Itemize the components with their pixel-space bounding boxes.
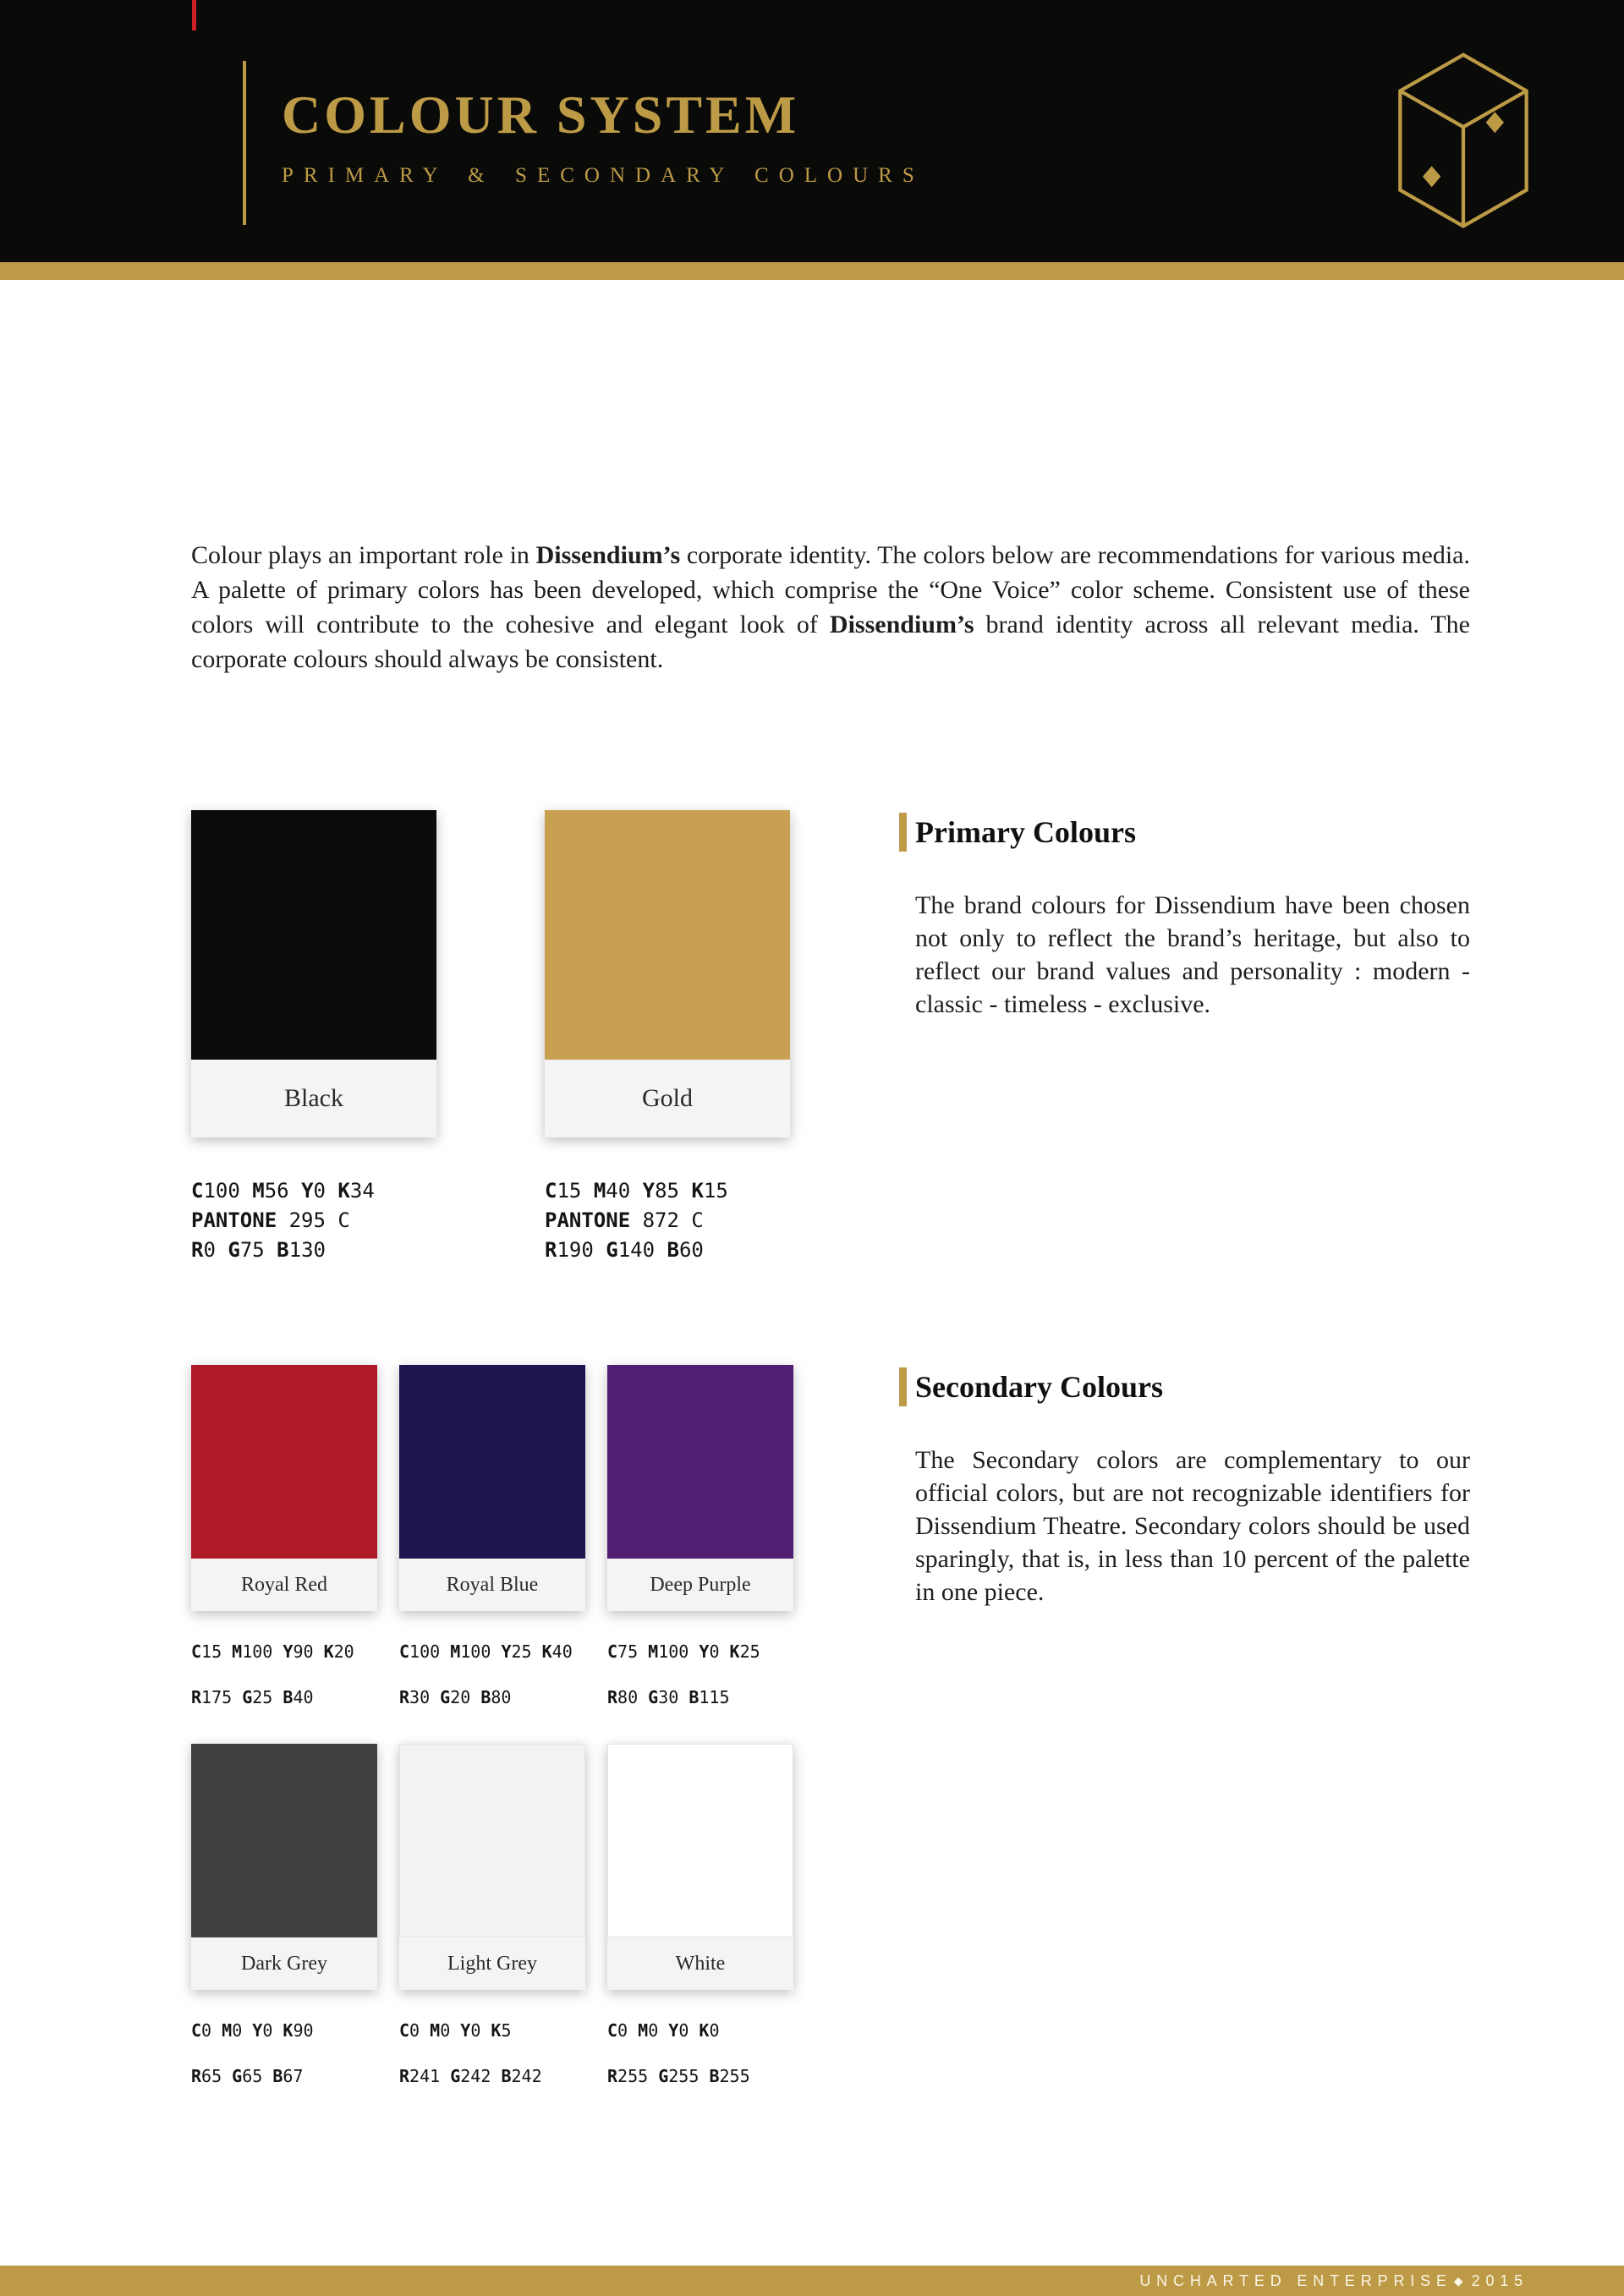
cmyk-line: C75 M100 Y0 K25 xyxy=(607,1641,760,1662)
swatch-gold xyxy=(545,810,790,1265)
primary-swatch-row xyxy=(191,810,790,1265)
footer-brand: UNCHARTED ENTERPRISE xyxy=(1139,2271,1452,2289)
swatch-color xyxy=(191,1744,377,1937)
cmyk-line: C15 M100 Y90 K20 xyxy=(191,1641,354,1662)
cmyk-line: C15 M40 Y85 K15 xyxy=(545,1179,728,1203)
swatch-color xyxy=(607,1365,793,1559)
secondary-colours-body: The Secondary colors are complementary to our official colors, but are not recognizable identifiers for Dissendium Theatre. Secondary colors should be used sparingly, that is, in less than 10 percent of the palette in one piece. xyxy=(915,1446,1470,1606)
swatch-values xyxy=(545,1176,790,1265)
swatch-values xyxy=(399,1641,585,1707)
swatch-royal-red xyxy=(191,1365,377,1707)
swatch-royal-blue xyxy=(399,1365,585,1707)
brand-name-bold: Dissendium’s xyxy=(535,541,681,569)
swatch-white xyxy=(607,1744,793,2086)
swatch-values xyxy=(191,1176,436,1265)
secondary-swatch-row-2 xyxy=(191,1744,793,2086)
page-title: COLOUR SYSTEM xyxy=(282,85,800,145)
cmyk-line: C100 M100 Y25 K40 xyxy=(399,1641,573,1662)
primary-colours-heading: Primary Colours xyxy=(899,813,1470,852)
swatch-name: Dark Grey xyxy=(191,1937,377,1990)
intro-text: corporate identity. The colors below are recommendations for various media. A palette of primary colors has been developed, which comprise the “One Voice” color scheme. Consistent use of these colors will contribute to the cohesive and elegant look of xyxy=(191,541,1470,638)
swatch-color xyxy=(545,810,790,1060)
brand-name-bold: Dissendium’s xyxy=(829,611,974,638)
swatch-color xyxy=(399,1365,585,1559)
cmyk-line: C0 M0 Y0 K90 xyxy=(191,2020,314,2041)
intro-text: Colour plays an important role in xyxy=(191,541,536,569)
secondary-swatch-row-1 xyxy=(191,1365,793,1707)
cmyk-line: C0 M0 Y0 K0 xyxy=(607,2020,720,2041)
swatch-color xyxy=(191,1365,377,1559)
swatch-light-grey xyxy=(399,1744,585,2086)
cmyk-line: C100 M56 Y0 K34 xyxy=(191,1179,375,1203)
title-block xyxy=(282,85,924,188)
swatch-name: Black xyxy=(191,1060,436,1137)
intro-text: brand identity across all relevant media. The corporate colours should always be consistent. xyxy=(191,611,1470,673)
swatch-name: Gold xyxy=(545,1060,790,1137)
rgb-line: R241 G242 B242 xyxy=(399,2066,542,2086)
swatch-values xyxy=(191,1641,377,1707)
rgb-line: R0 G75 B130 xyxy=(191,1238,326,1262)
gold-rule xyxy=(243,61,246,225)
footer-bar xyxy=(0,2266,1624,2296)
swatch-values xyxy=(399,2020,585,2086)
dissendium-logo-icon xyxy=(1396,49,1531,233)
header xyxy=(0,0,1624,262)
swatch-color xyxy=(607,1744,793,1937)
primary-colours-section xyxy=(899,813,1470,1021)
secondary-colours-section xyxy=(899,1367,1470,1608)
rgb-line: R255 G255 B255 xyxy=(607,2066,750,2086)
swatch-values xyxy=(191,2020,377,2086)
swatch-card xyxy=(545,810,790,1137)
swatch-card xyxy=(399,1365,585,1611)
pantone-line: PANTONE 872 C xyxy=(545,1208,704,1232)
swatch-card xyxy=(607,1365,793,1611)
swatch-name: Royal Blue xyxy=(399,1559,585,1611)
primary-colours-body: The brand colours for Dissendium have been chosen not only to reflect the brand’s heritage, but also to reflect our brand values and personality : modern - classic - timeless - exclusive. xyxy=(915,891,1470,1018)
swatch-card xyxy=(399,1744,585,1990)
swatch-card xyxy=(191,1365,377,1611)
swatch-card xyxy=(191,810,436,1137)
swatch-card xyxy=(607,1744,793,1990)
page-subtitle: PRIMARY & SECONDARY COLOURS xyxy=(282,164,924,187)
intro-paragraph xyxy=(191,538,1470,677)
swatch-color xyxy=(191,810,436,1060)
swatch-values xyxy=(607,1641,793,1707)
secondary-colours-heading: Secondary Colours xyxy=(899,1367,1470,1406)
cmyk-line: C0 M0 Y0 K5 xyxy=(399,2020,512,2041)
footer-year: 2015 xyxy=(1471,2271,1528,2289)
diamond-icon: ◆ xyxy=(1453,2273,1463,2288)
red-tick xyxy=(192,0,196,30)
swatch-dark-grey xyxy=(191,1744,377,2086)
rgb-line: R175 G25 B40 xyxy=(191,1687,314,1707)
swatch-name: Deep Purple xyxy=(607,1559,793,1611)
rgb-line: R65 G65 B67 xyxy=(191,2066,304,2086)
gold-divider xyxy=(0,262,1624,280)
rgb-line: R190 G140 B60 xyxy=(545,1238,704,1262)
pantone-line: PANTONE 295 C xyxy=(191,1208,350,1232)
rgb-line: R80 G30 B115 xyxy=(607,1687,730,1707)
rgb-line: R30 G20 B80 xyxy=(399,1687,512,1707)
swatch-values xyxy=(607,2020,793,2086)
swatch-black xyxy=(191,810,436,1265)
swatch-name: White xyxy=(607,1937,793,1990)
swatch-color xyxy=(399,1744,585,1937)
swatch-card xyxy=(191,1744,377,1990)
swatch-deep-purple xyxy=(607,1365,793,1707)
swatch-name: Royal Red xyxy=(191,1559,377,1611)
swatch-name: Light Grey xyxy=(399,1937,585,1990)
